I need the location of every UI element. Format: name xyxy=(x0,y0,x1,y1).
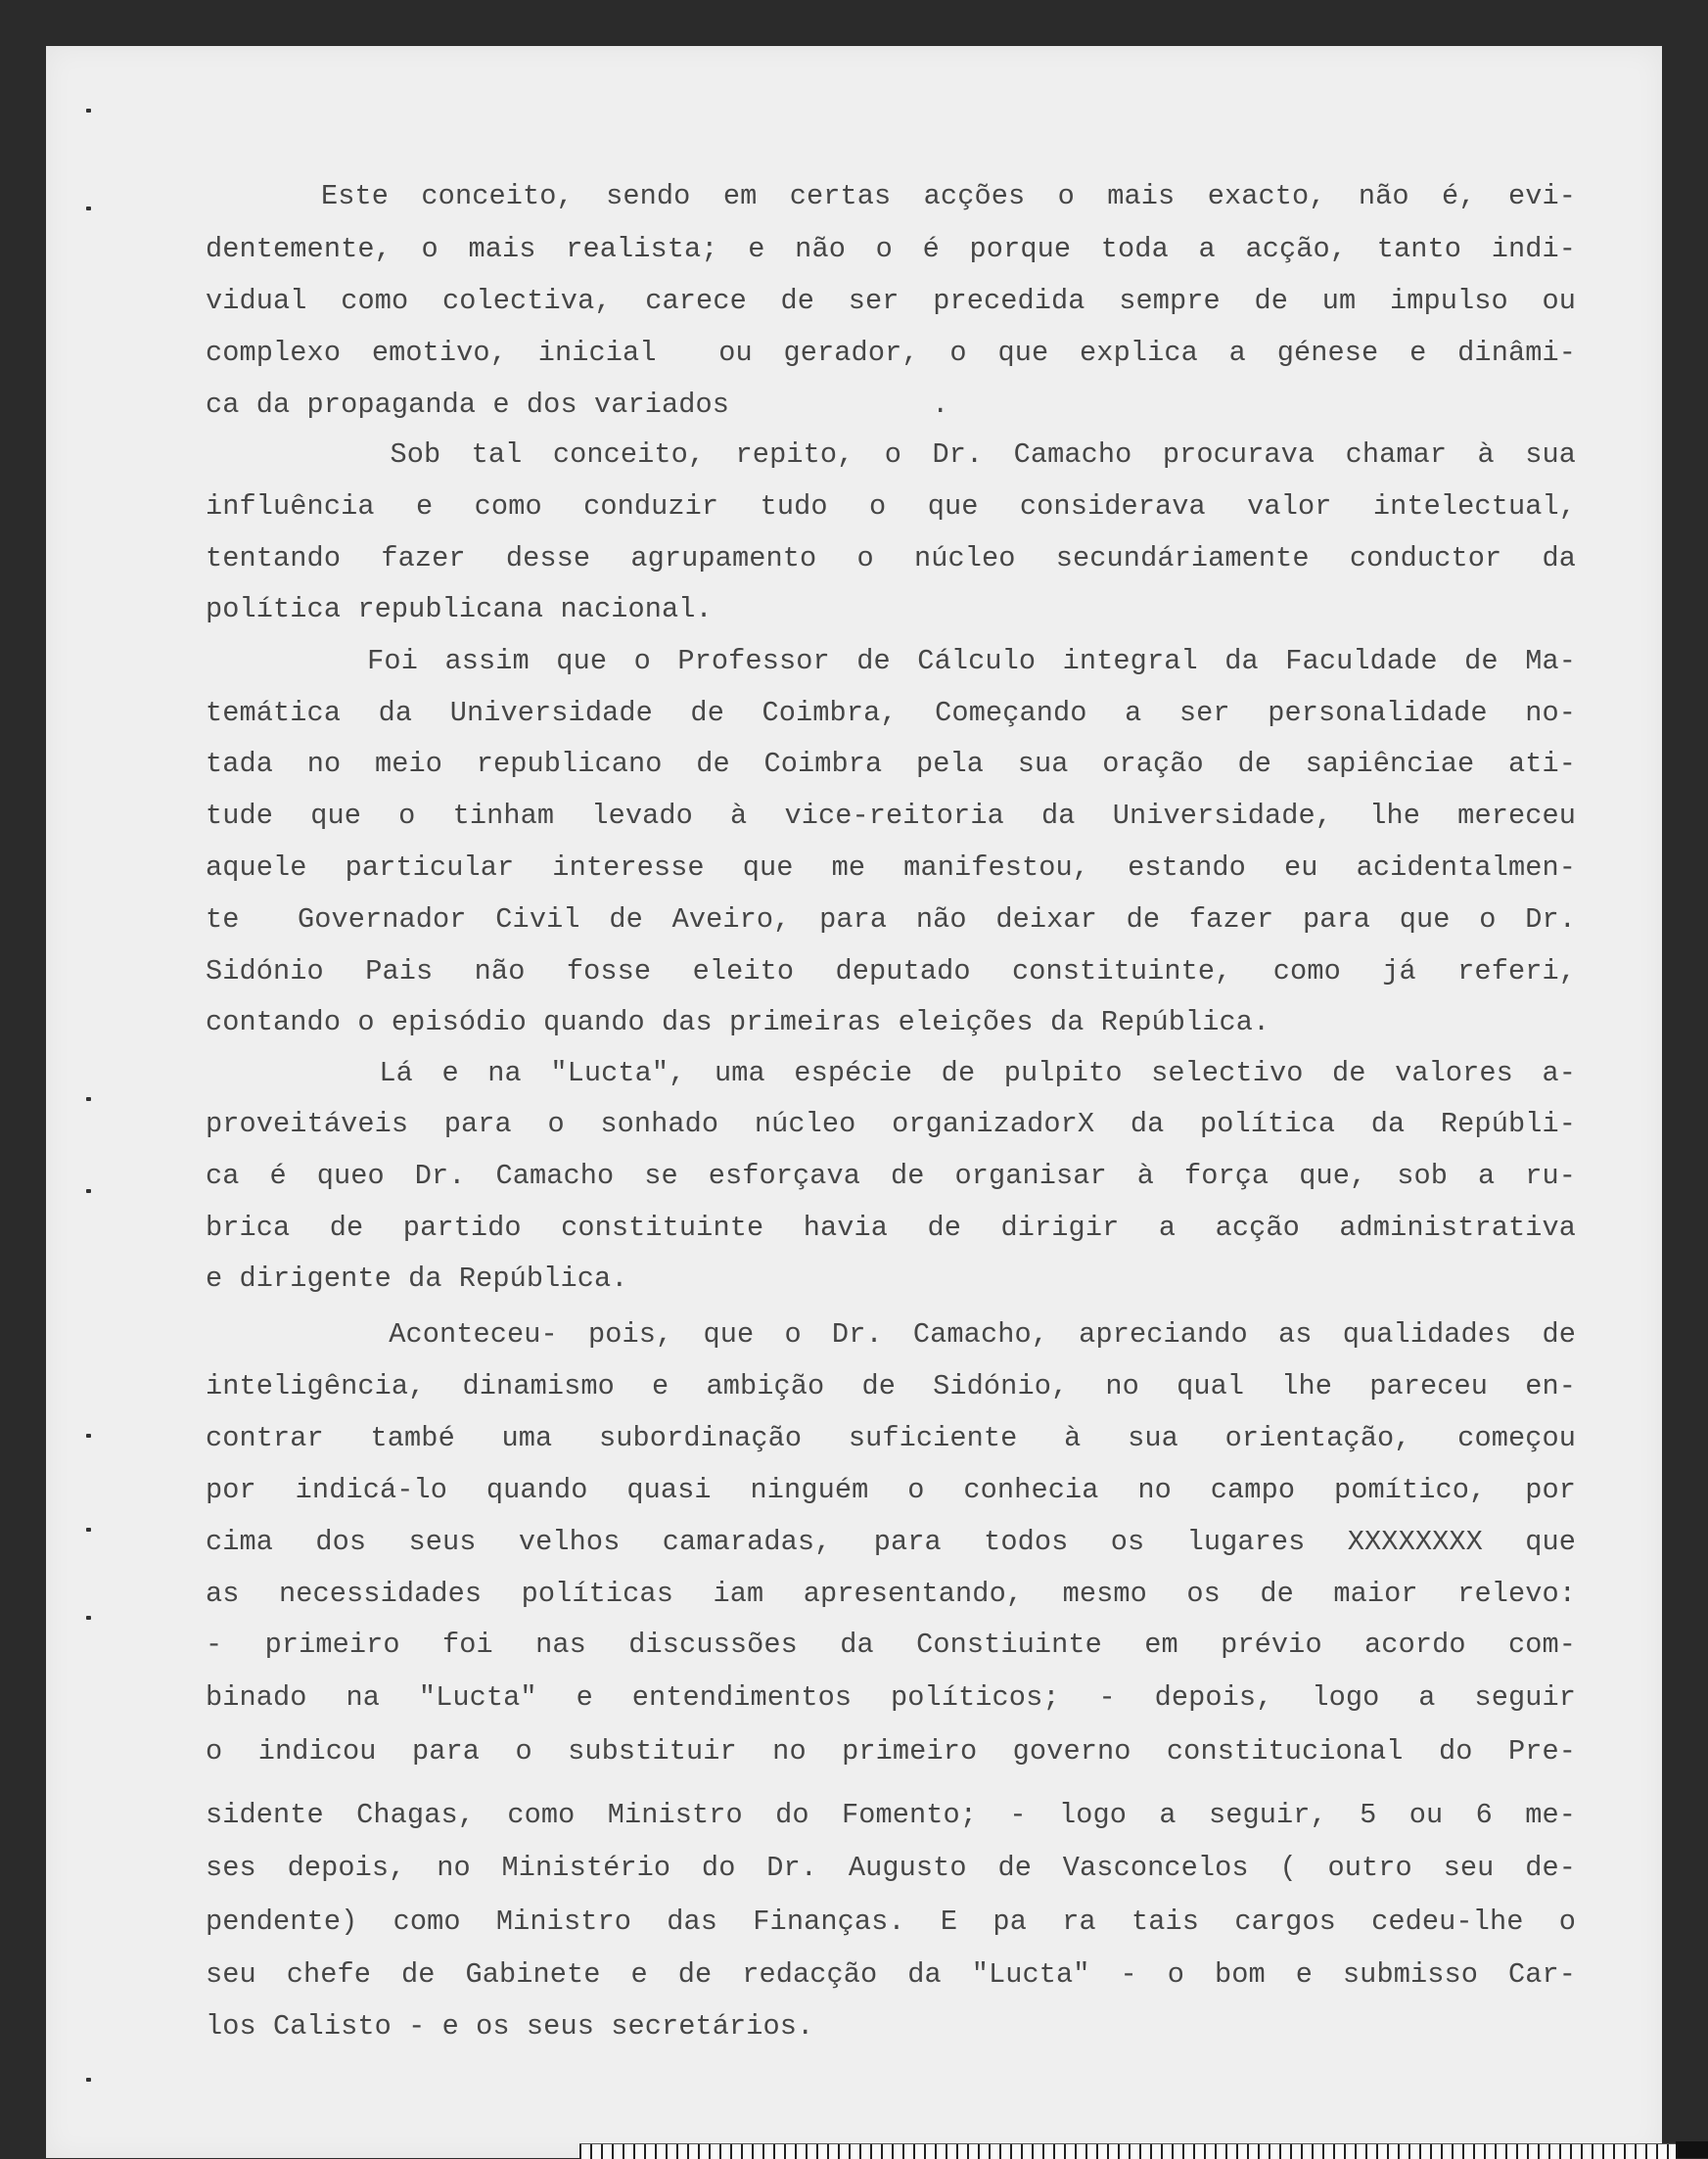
text-line: te Governador Civil de Aveiro, para não deixar de fazer para que o Dr. xyxy=(206,903,1576,936)
text-line: los Calisto - e os seus secretários. xyxy=(206,2010,814,2043)
punch-hole-mark xyxy=(86,2078,91,2082)
text-line: temática da Universidade de Coimbra, Começando a ser personalidade no- xyxy=(206,697,1576,729)
text-line: Sidónio Pais não fosse eleito deputado constituinte, como já referi, xyxy=(206,955,1576,988)
text-line: cima dos seus velhos camaradas, para todos os lugares XXXXXXXX que xyxy=(206,1526,1576,1558)
text-line: Foi assim que o Professor de Cálculo integral da Faculdade de Ma- xyxy=(206,645,1576,677)
text-line: contando o episódio quando das primeiras eleições da República. xyxy=(206,1006,1270,1038)
text-line: e dirigente da República. xyxy=(206,1263,628,1295)
text-line: o indicou para o substituir no primeiro governo constitucional do Pre- xyxy=(206,1735,1576,1768)
text-line: por indicá-lo quando quasi ninguém o conhecia no campo pomítico, por xyxy=(206,1474,1576,1506)
text-line: tada no meio republicano de Coimbra pela sua oração de sapiênciae ati- xyxy=(206,748,1576,780)
text-line: contrar també uma subordinação suficiente à sua orientação, começou xyxy=(206,1422,1576,1454)
text-line: inteligência, dinamismo e ambição de Sidónio, no qual lhe pareceu en- xyxy=(206,1370,1576,1402)
punch-hole-mark xyxy=(86,1434,91,1438)
text-line: aquele particular interesse que me manifestou, estando eu acidentalmen- xyxy=(206,851,1576,884)
punch-hole-mark xyxy=(86,1528,91,1532)
text-line: dentemente, o mais realista; e não o é porque toda a acção, tanto indi- xyxy=(206,233,1576,265)
punch-hole-mark xyxy=(86,207,91,210)
text-line: Este conceito, sendo em certas acções o mais exacto, não é, evi- xyxy=(321,180,1576,212)
text-line: proveitáveis para o sonhado núcleo organizadorX da política da Repúbli- xyxy=(206,1108,1576,1140)
punch-hole-mark xyxy=(86,1189,91,1193)
text-line: tude que o tinham levado à vice-reitoria da Universidade, lhe mereceu xyxy=(206,800,1576,832)
text-line: - primeiro foi nas discussões da Constiuinte em prévio acordo com- xyxy=(206,1629,1576,1661)
scan-scale-ruler-end xyxy=(1676,2141,1708,2158)
text-line: ca da propaganda e dos variados . xyxy=(206,389,949,421)
punch-hole-mark xyxy=(86,1616,91,1620)
punch-hole-mark xyxy=(86,109,91,113)
text-line: complexo emotivo, inicial ou gerador, o que explica a génese e dinâmi- xyxy=(206,337,1576,369)
text-line: vidual como colectiva, carece de ser precedida sempre de um impulso ou xyxy=(206,285,1576,317)
text-line: pendente) como Ministro das Finanças. E pa ra tais cargos cedeu-lhe o xyxy=(206,1906,1576,1938)
punch-hole-mark xyxy=(86,1097,91,1101)
text-line: as necessidades políticas iam apresentando, mesmo os de maior relevo: xyxy=(206,1578,1576,1610)
text-line: ca é queo Dr. Camacho se esforçava de organisar à força que, sob a ru- xyxy=(206,1160,1576,1192)
text-line: Sob tal conceito, repito, o Dr. Camacho procurava chamar à sua xyxy=(206,438,1576,471)
text-line: política republicana nacional. xyxy=(206,593,713,625)
text-line: binado na "Lucta" e entendimentos políticos; - depois, logo a seguir xyxy=(206,1681,1576,1714)
text-line: brica de partido constituinte havia de dirigir a acção administrativa xyxy=(206,1212,1576,1244)
scan-scale-ruler xyxy=(579,2143,1676,2159)
text-line: Aconteceu- pois, que o Dr. Camacho, apreciando as qualidades de xyxy=(206,1318,1576,1351)
text-line: tentando fazer desse agrupamento o núcleo secundáriamente conductor da xyxy=(206,542,1576,574)
text-line: ses depois, no Ministério do Dr. Augusto de Vasconcelos ( outro seu de- xyxy=(206,1852,1576,1884)
text-line: Lá e na "Lucta", uma espécie de pulpito selectivo de valores a- xyxy=(206,1057,1576,1089)
text-line: influência e como conduzir tudo o que considerava valor intelectual, xyxy=(206,490,1576,523)
text-line: sidente Chagas, como Ministro do Fomento; - logo a seguir, 5 ou 6 me- xyxy=(206,1799,1576,1831)
text-line: seu chefe de Gabinete e de redacção da "Lucta" - o bom e submisso Car- xyxy=(206,1958,1576,1991)
